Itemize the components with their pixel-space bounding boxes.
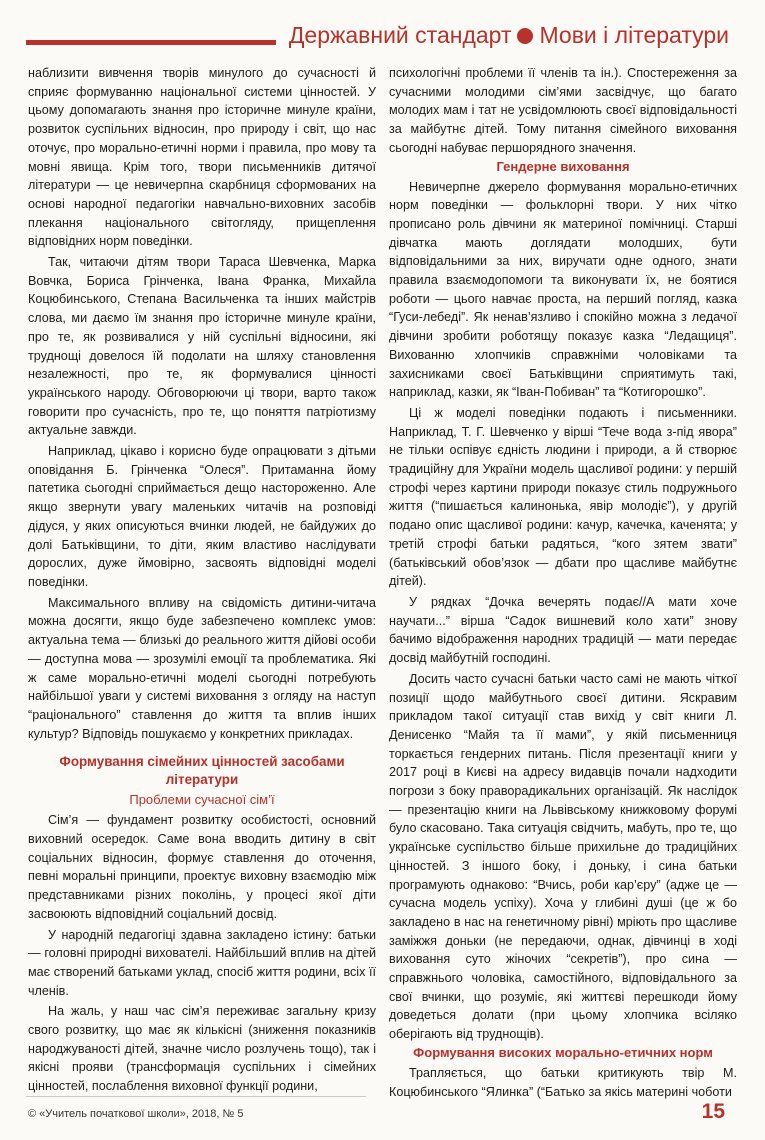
paragraph: наблизити вивчення творів минулого до сучасності й сприяє формуванню національної системи цінностей. У цьому допомагають знання про історичне минуле країни, розвиток суспільних відносин, про природу і світ, що нас оточує, про морально-етичні норми і правила, про мову та мовні явища. Крім того, твори письменників дитячої літератури — це невичерпна скарбниця сформованих на основі народної педагогіки навчально-виховних засобів плекання національного світогляду, прищеплення відповідних норм поведінки.: [28, 66, 376, 249]
paragraph: Сім’я — фундамент розвитку особистості, основний виховний осередок. Саме вона вводить дитину в світ соціальних відносин, формує ставлення до оточення, певні моральні принципи, проектує виховну взаємодію між представниками різних поколінь, у процесі якої діти засвоюють відповідний соціальний досвід.: [28, 813, 376, 921]
footer-rule: [26, 1096, 366, 1097]
paragraph: Максимального впливу на свідомість дитини-читача можна досягти, якщо буде забезпечено комплекс умов: актуальна тема — близькі до реального життя дійові особи — доступна мова — зрозумілі емоції та проблематика. Які ж саме морально-етичні моделі сьогодні потребують найбільшої уваги у системі виховання з огляду на наступ “раціонального” ставлення до життя та вплив інших культур? Відповідь пошукаємо у конкретних прикладах.: [28, 595, 376, 741]
bullet-dot-icon: [517, 28, 533, 44]
paragraph: Досить часто сучасні батьки часто самі не мають чіткої позиції щодо майбутнього своєї дитини. Яскравим прикладом такої ситуації став вихід у світ книги Л. Денисенко “Майя та її мами”, у якій письменниця торкається гендерних питань. Після презентації книги у 2017 році в Києві на адресу видавців почали надходити погрози з боку праворадикальних організацій. Як наслідок — презентацію книги на Львівському книжковому форумі було скасовано. Така ситуація свідчить, мабуть, про те, що українське суспільство більше прихильне до традиційних цінностей. З іншого боку, і доньку, і сина батьки програмують однаково: “Вчись, роби кар’єру” (адже це — сучасна модель успіху). Хоча у глибині душі (це ж бо закладено в нас на генетичному рівні) мріють про щасливе заміжжя доньки (не передаючи, однак, дівчинці в ході виховання суто жіночих “секретів”), про сина — справжнього чоловіка, самостійного, відповідального за свої вчинки, що розуміє, які життєві перешкоди йому доведеться долати (при цьому хлопчика всіляко оберігають від труднощів).: [389, 671, 737, 1042]
left-column: [28, 64, 376, 1096]
page-number: 15: [701, 1100, 725, 1123]
page-header: [0, 0, 765, 62]
paragraph: Трапляється, що батьки критикують твір М. Коцюбинського “Ялинка” (“Батько за якісь материні чоботи: [389, 1065, 737, 1099]
paragraph: У народній педагогіці здавна закладено істину: батьки — головні природні вихователі. Найбільший вплив на дітей має створений батьками уклад, спосіб життя родини, всіх її членів.: [28, 927, 376, 998]
paragraph: психологічні проблеми її членів та ін.). Спостереження за сучасними молодими сім’ями засвідчує, що багато молодих мам і тат не усвідомлюють своєї відповідальності за майбутнє дітей. Тому питання сімейного виховання сьогодні набуває першорядного значення.: [389, 66, 737, 155]
paragraph: Так, читаючи дітям твори Тараса Шевченка, Марка Вовчка, Бориса Грінченка, Івана Франка, Михайла Коцюбинського, Степана Васильченка та інших майстрів слова, ми даємо їм знання про історичне минуле країни, про те, як розвивалися у ній суспільні відносини, які труднощі довелося їй подолати на шляху становлення незалежності, про те, як формувалися цінності українського народу. Обговорюючи ці твори, варто також говорити про сучасність, про те, що поняття патріотизму актуальне завжди.: [28, 255, 376, 438]
section-heading: Формування сімейних цінностей засобами літератури: [59, 754, 345, 788]
subsection-heading: Проблеми сучасної сім’ї: [129, 792, 275, 808]
paragraph: Ці ж моделі поведінки подають і письменники. Наприклад, Т. Г. Шевченко у вірші “Тече вода з-під явора” не тільки оспівує єдність людини і природи, а й створює традиційну для України модель щасливої родини: у першій строфі через картини природи показує стиль подружнього життя (“пишається калинонька, явір молодіє”), у другій подано опис щасливої родини: качур, качечка, каченята; у третій строфі батьки радяться, “кого зятем звати” (батьківський обов’язок — дбати про щасливе майбутнє дітей).: [389, 405, 737, 589]
paragraph: На жаль, у наш час сім’я переживає загальну кризу свого розвитку, що має як кількісні (зниження показників народжуваності дітей, значне число розлучень тощо), так і якісні прояви (трансформація суспільних і сімейних цінностей, послаблення виховної функції родини,: [28, 1004, 376, 1094]
section-title-part2: Мови і літератури: [539, 22, 729, 48]
footer-copyright: © «Учитель початкової школи», 2018, № 5: [28, 1108, 244, 1120]
right-column: [389, 64, 737, 1101]
journal-section-title: [289, 22, 729, 49]
subsection-heading: Гендерне виховання: [496, 158, 630, 174]
paragraph: У рядках “Дочка вечерять подає//А мати хоче научати...” вірша “Садок вишневий коло хати” знову бачимо відображення народних традицій — мати передає досвід майбутній господині.: [389, 594, 737, 666]
section-title-part1: Державний стандарт: [288, 22, 512, 48]
header-rule: [26, 40, 276, 45]
paragraph: Невичерпне джерело формування морально-етичних норм поведінки — фольклорні твори. У них чітко прописано роль дівчини як материної помічниці. Старші дівчатка мають доглядати молодших, бути відповідальними за них, виручати одне одного, знати правила взаємодопомоги та виконувати їх, не боятися роботи — цього навчає проста, на перший погляд, казка “Гуси-лебеді”. Як ненав’язливо і спокійно можна з ледачої дівчини зробити роботящу показує казка “Ледащиця”. Вихованню хлопчиків справжніми чоловіками та захисниками своєї Батьківщини сприятимуть такі, наприклад, казки, як “Іван-Побиван” та “Котигорошко”.: [389, 179, 737, 400]
paragraph: Наприклад, цікаво і корисно буде опрацювати з дітьми оповідання Б. Грінченка “Олеся”. Притаманна йому патетика сьогодні сприймається дещо настороженно. Але якщо звернути увагу маленьких читачів на розповіді дідуся, у яких описуються вчинки людей, не байдужих до долі Батьківщини, то діти, яким властиво наслідувати дорослих, дуже ймовірно, засвоять відповідні моделі поведінки.: [28, 444, 376, 589]
subsection-heading: Формування високих морально-етичних норм: [413, 1044, 713, 1060]
